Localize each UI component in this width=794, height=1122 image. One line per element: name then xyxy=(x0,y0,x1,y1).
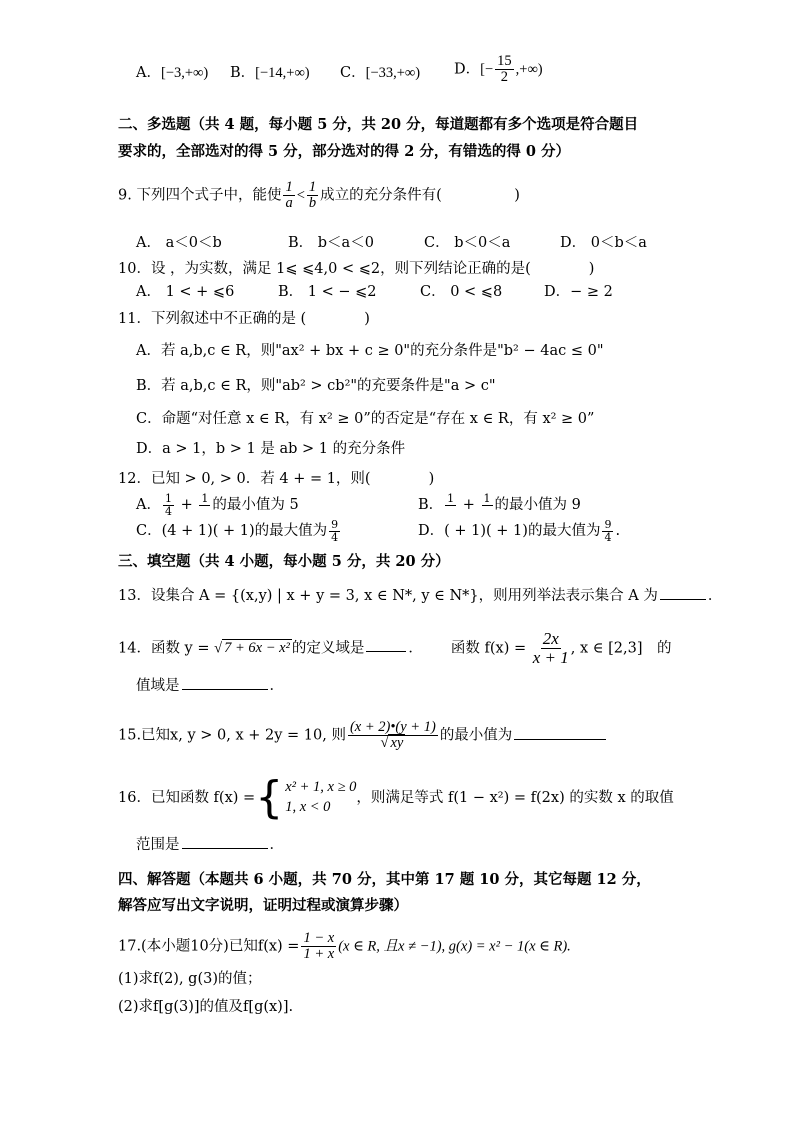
q11-option-d: D．a > 1，b > 1 是 ab > 1 的充分条件 xyxy=(136,441,406,457)
q8-option-d: D．[− $\frac{15}{2}$ ,+∞) xyxy=(454,53,543,86)
section2-heading-line2: 要求的，全部选对的得 5 分，部分选对的得 2 分，有错选的得 0 分） xyxy=(118,143,571,160)
q10-stem: 10．设 ，为实数，满足 1⩽ ⩽4,0 < ⩽2，则下列结论正确的是( ) xyxy=(118,261,595,277)
q13-answer-blank xyxy=(660,598,706,600)
q10-option-d: D．− ≥ 2 xyxy=(544,284,613,300)
q9-option-d: D． 0＜b＜a xyxy=(560,235,647,251)
q16-line2: 范围是 ． xyxy=(136,837,284,853)
q9-option-a: A． a＜0＜b xyxy=(136,235,222,251)
q15-stem: 15.已知x, y > 0, x + 2y = 10, 则 $\frac{(x + 2)•(y + 1)}{√ xy}$ 的最小值为 xyxy=(118,720,608,751)
q11-option-b: B．若 a,b,c ∈ R，则"ab² > cb²"的充要条件是"a > c" xyxy=(136,378,496,394)
q14-line2: 值域是 ． xyxy=(136,678,284,694)
q11-option-a: A．若 a,b,c ∈ R，则"ax² + bx + c ≥ 0"的充分条件是"b² − 4ac ≤ 0" xyxy=(136,343,604,359)
q13-stem: 13．设集合 A = {(x,y) | x + y = 3, x ∈ N*, y ∈ N*}，则用列举法表示集合 A 为 ． xyxy=(118,588,723,604)
section2-heading-line1: 二、多选题（共 4 题，每小题 5 分，共 20 分，每道题都有多个选项是符合题目 xyxy=(118,116,639,133)
q11-option-c: C．命题“对任意 x ∈ R，有 x² ≥ 0”的否定是“存在 x ∈ R，有 x² ≥ 0” xyxy=(136,411,595,427)
q14-stem: 14．函数 y = √ 7 + 6x − x² 的定义域是 ． 函数 f(x) = $\frac{2x}{x + 1}$ , x ∈ [2,3] 的 xyxy=(118,629,672,667)
section3-heading: 三、填空题（共 4 小题，每小题 5 分，共 20 分） xyxy=(118,553,450,570)
q10-option-c: C． 0 < ⩽8 xyxy=(420,284,503,300)
q12-option-a: A． $\frac{1}{4}$ + 1 的最小值为 5 xyxy=(136,492,299,518)
q8-option-c: C．[−33,+∞) xyxy=(340,65,421,81)
section4-heading-line1: 四、解答题（本题共 6 小题，共 70 分，其中第 17 题 10 分，其它每题 12 分， xyxy=(118,871,651,888)
section4-heading-line2: 解答应写出文字说明，证明过程或演算步骤） xyxy=(118,897,408,914)
q15-answer-blank xyxy=(514,738,606,740)
q12-option-b: B． 1 + 1 的最小值为 9 xyxy=(418,492,581,514)
q8-option-b: B．[−14,+∞) xyxy=(230,65,310,81)
q12-option-d: D．( + 1)( + 1)的最大值为 $\frac{9}{4}$ . xyxy=(418,518,621,544)
q8-option-a: A．[−3,+∞) xyxy=(136,65,209,81)
q9-option-b: B． b＜a＜0 xyxy=(288,235,374,251)
q17-part2: (2)求f[g(3)]的值及f[g(x)]. xyxy=(118,999,294,1015)
q10-option-b: B． 1 < − ⩽2 xyxy=(278,284,377,300)
q16-answer-blank xyxy=(182,847,268,849)
q12-stem: 12．已知 > 0, > 0．若 4 + = 1，则( ) xyxy=(118,471,435,487)
q17-part1: (1)求f(2), g(3)的值； xyxy=(118,971,262,987)
q14-range-blank xyxy=(182,688,268,690)
q9-option-c: C． b＜0＜a xyxy=(424,235,511,251)
q16-stem: 16．已知函数 f(x) = { x² + 1, x ≥ 0 1, x < 0 ，则满足等式 f(1 − x²) = f(2x) 的实数 x 的取值 xyxy=(118,772,674,823)
q14-domain-blank xyxy=(366,650,406,652)
q11-stem: 11．下列叙述中不正确的是 ( ) xyxy=(118,311,370,327)
q10-option-a: A． 1 < + ⩽6 xyxy=(136,284,235,300)
q17-stem: 17.(本小题10分)已知f(x) = $\frac{1 - x}{1 + x}$ (x ∈ R, 且x ≠ −1), g(x) = x² − 1(x ∈ R). xyxy=(118,930,571,963)
q9-stem: 9. 下列四个式子中，能使 $\frac{1}{a}$ < $\frac{1}{b}$ 成立的充分条件有( ) xyxy=(118,179,520,212)
q12-option-c: C．(4 + 1)( + 1)的最大值为 $\frac{9}{4}$ xyxy=(136,518,339,544)
